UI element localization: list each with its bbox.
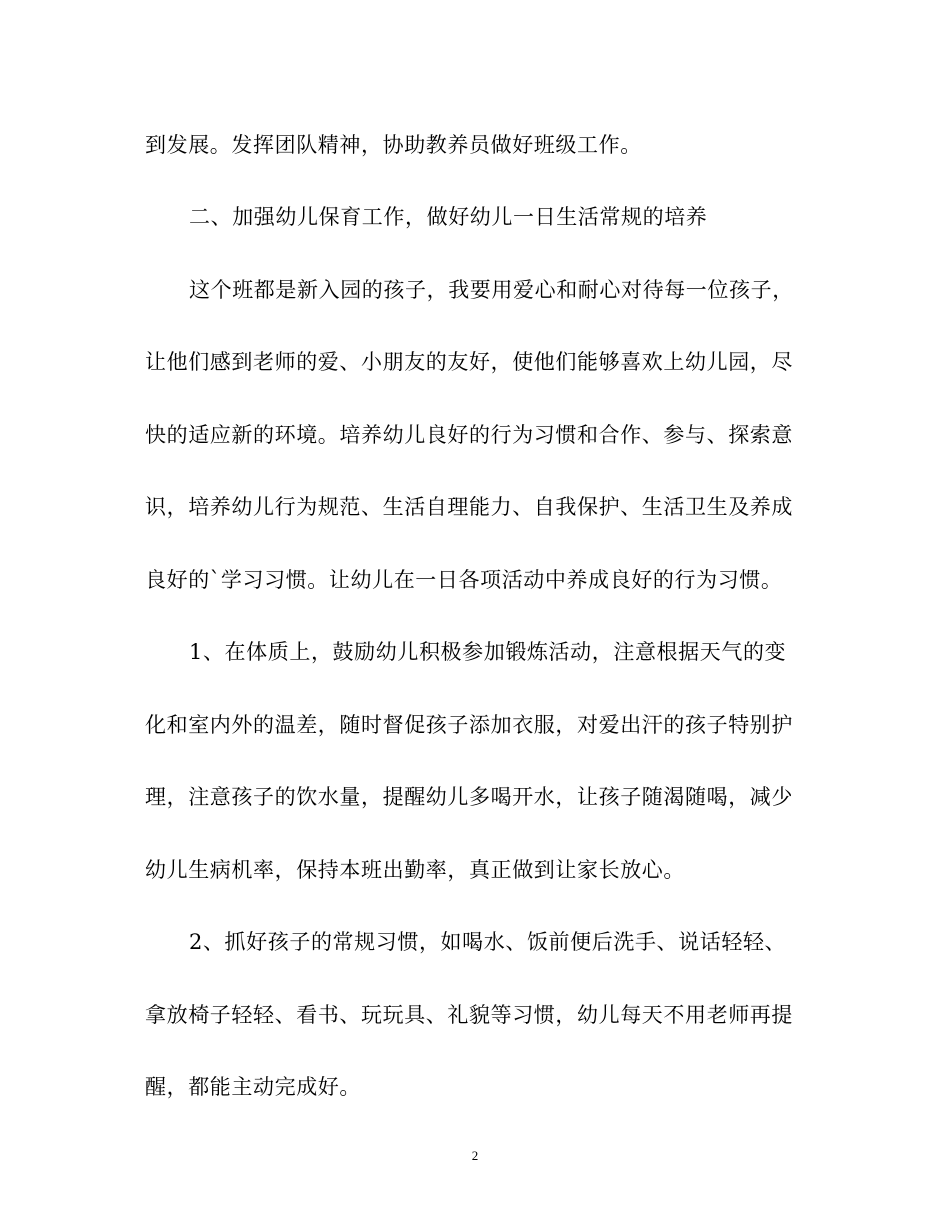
body-text-line: 让他们感到老师的爱、小朋友的友好，使他们能够喜欢上幼儿园，尽	[145, 350, 793, 374]
body-text-line: 理，注意孩子的饮水量，提醒幼儿多喝开水，让孩子随渴随喝，减少	[145, 785, 793, 809]
body-text-line: 到发展。发挥团队精神，协助教养员做好班级工作。	[145, 133, 642, 157]
section-heading: 二、加强幼儿保育工作，做好幼儿一日生活常规的培养	[189, 205, 708, 229]
paragraph-first-line: 这个班都是新入园的孩子，我要用爱心和耐心对待每一位孩子，	[189, 278, 794, 302]
body-text-line: 醒，都能主动完成好。	[145, 1075, 361, 1099]
paragraph-first-line: 1、在体质上，鼓励幼儿积极参加锻炼活动，注意根据天气的变	[189, 640, 787, 664]
body-text-line: 拿放椅子轻轻、看书、玩玩具、礼貌等习惯，幼儿每天不用老师再提	[145, 1003, 793, 1027]
body-text-line: 识，培养幼儿行为规范、生活自理能力、自我保护、生活卫生及养成	[145, 495, 793, 519]
body-text-line: 化和室内外的温差，随时督促孩子添加衣服，对爱出汗的孩子特别护	[145, 713, 793, 737]
page-number: 2	[471, 1148, 479, 1163]
paragraph-first-line: 2、抓好孩子的常规习惯，如喝水、饭前便后洗手、说话轻轻、	[189, 930, 787, 954]
body-text-line: 良好的`学习习惯。让幼儿在一日各项活动中养成良好的行为习惯。	[145, 568, 783, 592]
body-text-line: 幼儿生病机率，保持本班出勤率，真正做到让家长放心。	[145, 858, 685, 882]
body-text-line: 快的适应新的环境。培养幼儿良好的行为习惯和合作、参与、探索意	[145, 423, 793, 447]
